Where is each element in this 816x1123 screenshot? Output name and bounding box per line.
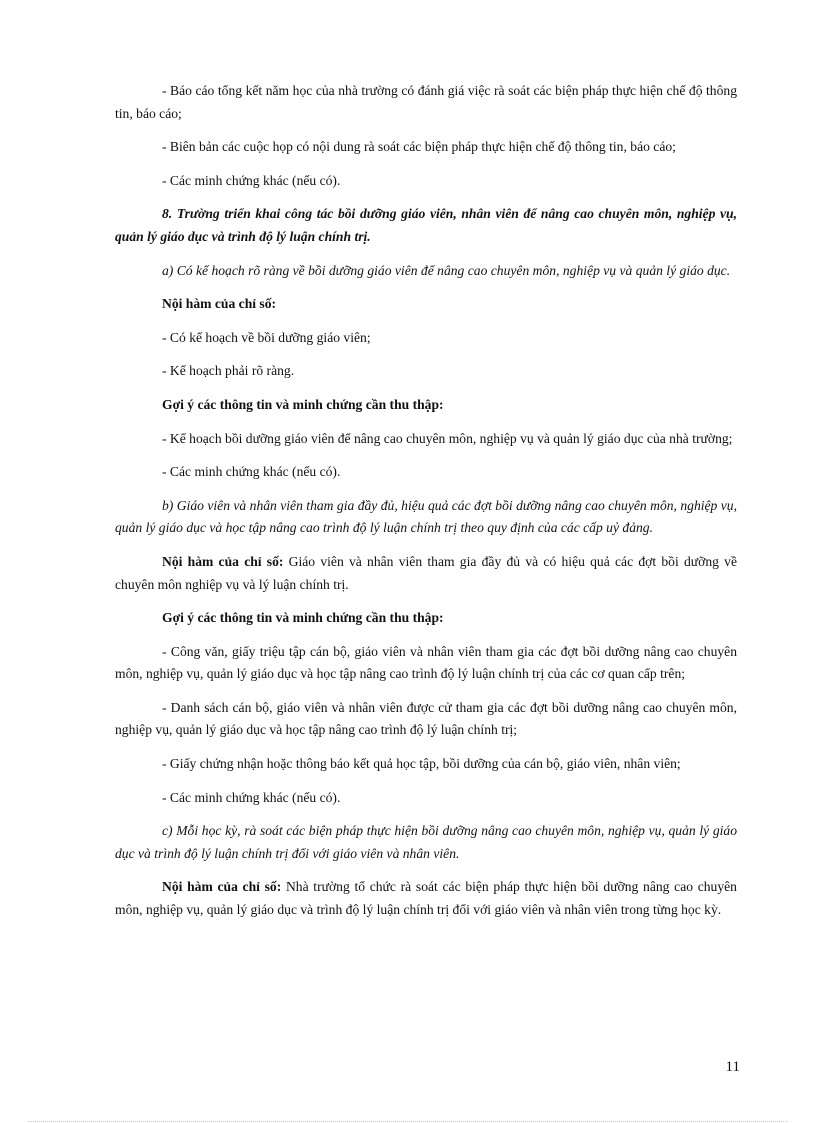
bullet-official-letters: - Công văn, giấy triệu tập cán bộ, giáo viên và nhân viên tham gia các đợt bồi dưỡng nâng cao chuyên môn, nghiệp vụ, quản lý giáo dục và học tập nâng cao trình độ lý luận chính trị của các cơ quan cấp trên; [115,643,737,682]
bullet-participant-list: - Danh sách cán bộ, giáo viên và nhân viên được cử tham gia các đợt bồi dưỡng nâng cao chuyên môn, nghiệp vụ, quản lý giáo dục và học tập nâng cao trình độ lý luận chính trị; [115,699,737,738]
page-bottom-border [28,1121,788,1122]
bullet-clear-plan: - Kế hoạch phải rõ ràng. [162,363,295,379]
indicator-text: Giáo viên và nhân viên tham gia đầy đủ và có hiệu quả các đợt bồi dưỡng về chuyên môn nghiệp vụ và lý luận chính trị. [115,553,737,592]
criterion-c: c) Mỗi học kỳ, rà soát các biện pháp thực hiện bồi dưỡng nâng cao chuyên môn, nghiệp vụ, quản lý giáo dục và trình độ lý luận chính trị đối với giáo viên và nhân viên. [115,823,737,861]
bullet-other-evidence: - Các minh chứng khác (nếu có). [162,789,341,805]
criterion-b: b) Giáo viên và nhân viên tham gia đầy đủ, hiệu quả các đợt bồi dưỡng nâng cao chuyên môn, nghiệp vụ, quản lý giáo dục và học tập nâng cao trình độ lý luận chính trị theo quy định của các cấp uỷ đảng. [115,497,737,536]
indicator-label: Nội hàm của chỉ số: [162,879,282,895]
bullet-other-evidence: - Các minh chứng khác (nếu có). [162,172,341,188]
bullet-has-plan: - Có kế hoạch về bồi dưỡng giáo viên; [162,329,371,345]
bullet-annual-report: - Báo cáo tổng kết năm học của nhà trường có đánh giá việc rà soát các biện pháp thực hiện chế độ thông tin, báo cáo; [115,83,737,121]
evidence-heading: Gợi ý các thông tin và minh chứng cần thu thập: [162,610,444,626]
criterion-a: a) Có kế hoạch rõ ràng về bồi dưỡng giáo viên để nâng cao chuyên môn, nghiệp vụ và quản lý giáo dục. [162,262,731,278]
indicator-heading: Nội hàm của chỉ số: [162,296,277,312]
bullet-training-plan: - Kế hoạch bồi dưỡng giáo viên để nâng cao chuyên môn, nghiệp vụ và quản lý giáo dục của nhà trường; [162,430,733,446]
evidence-heading: Gợi ý các thông tin và minh chứng cần thu thập: [162,396,444,412]
page-number: 11 [725,1059,740,1075]
indicator-paragraph [115,551,737,596]
indicator-label: Nội hàm của chỉ số: [162,553,284,569]
indicator-paragraph [115,876,737,921]
section-heading-8: 8. Trường triển khai công tác bồi dưỡng giáo viên, nhân viên để nâng cao chuyên môn, nghiệp vụ, quản lý giáo dục và trình độ lý luận chính trị. [115,206,737,244]
bullet-other-evidence: - Các minh chứng khác (nếu có). [162,464,341,480]
indicator-text: Nhà trường tổ chức rà soát các biện pháp thực hiện bồi dưỡng nâng cao chuyên môn, nghiệp vụ, quản lý giáo dục và trình độ lý luận chính trị đối với giáo viên và nhân viên trong từng học kỳ. [115,879,737,918]
document-body [115,80,737,933]
bullet-certificates: - Giấy chứng nhận hoặc thông báo kết quả học tập, bồi dưỡng của cán bộ, giáo viên, nhân viên; [162,756,681,772]
bullet-meeting-minutes: - Biên bản các cuộc họp có nội dung rà soát các biện pháp thực hiện chế độ thông tin, báo cáo; [162,139,676,155]
